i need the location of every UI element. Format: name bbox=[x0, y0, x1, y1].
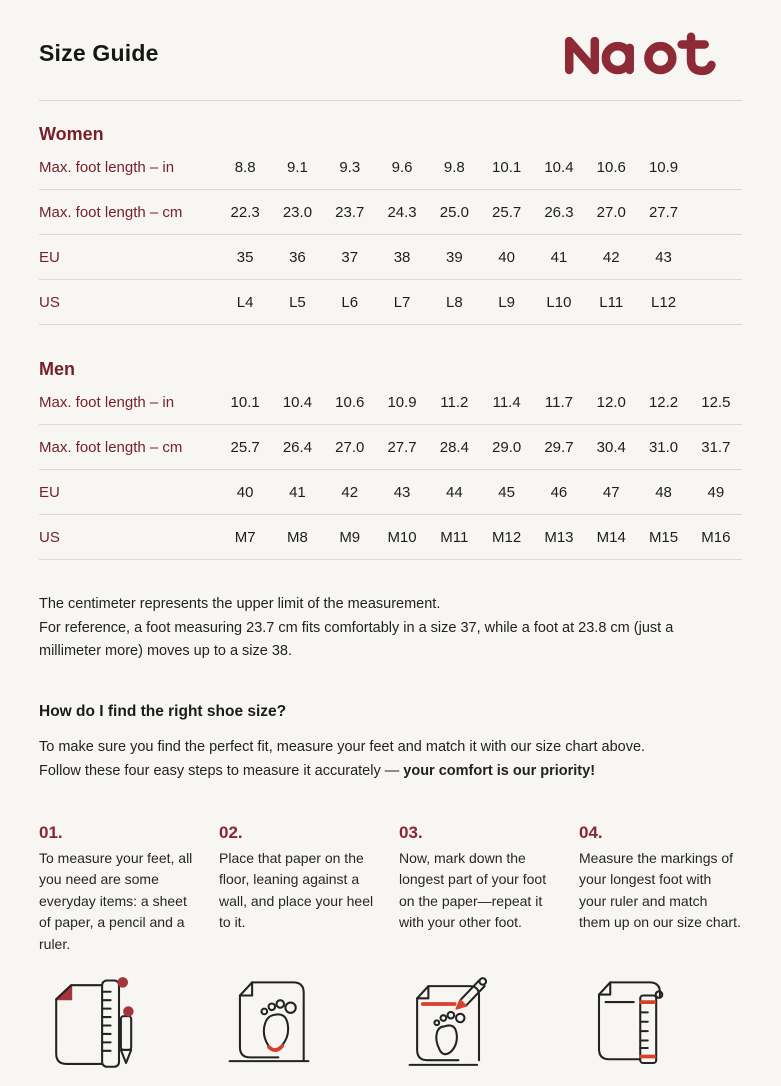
size-value: 27.7 bbox=[387, 438, 417, 456]
women-table-row bbox=[39, 190, 742, 235]
size-value: 41 bbox=[550, 248, 568, 266]
step-text: Measure the markings of your longest foot with your ruler and match them up on our size chart. bbox=[579, 849, 741, 930]
size-value: 37 bbox=[341, 248, 359, 266]
note-line-2: For reference, a foot measuring 23.7 cm fits comfortably in a size 37, while a foot at 23.8 cm (just a millimeter more) moves up to a size 38. bbox=[39, 619, 674, 659]
size-value: 23.0 bbox=[282, 203, 313, 221]
size-value: 22.3 bbox=[230, 203, 260, 221]
size-value: L8 bbox=[445, 293, 463, 311]
size-value: 8.8 bbox=[234, 158, 256, 176]
size-value: L6 bbox=[341, 293, 359, 311]
size-value: 12.0 bbox=[596, 393, 626, 411]
paper-footprint-pencil-mark-icon bbox=[399, 973, 499, 1078]
size-value: M13 bbox=[544, 528, 574, 546]
size-value: 10.4 bbox=[282, 393, 313, 411]
how-to-intro bbox=[39, 735, 661, 784]
size-value: 31.0 bbox=[648, 438, 679, 456]
size-value: 29.7 bbox=[544, 438, 574, 456]
paper-ruler-measure-icon bbox=[579, 973, 679, 1078]
size-value: 46 bbox=[550, 483, 568, 501]
step-number: 02. bbox=[219, 822, 243, 842]
women-table-row bbox=[39, 145, 742, 190]
size-value: M15 bbox=[648, 528, 679, 546]
size-value: 44 bbox=[445, 483, 463, 501]
men-table-row bbox=[39, 515, 742, 560]
size-value: M12 bbox=[492, 528, 522, 546]
size-value: L10 bbox=[546, 293, 572, 311]
women-table-row bbox=[39, 235, 742, 280]
size-value: 27.7 bbox=[648, 203, 679, 221]
size-value: M16 bbox=[701, 528, 731, 546]
step-icons-row bbox=[39, 973, 742, 1078]
size-value: 11.7 bbox=[544, 393, 573, 411]
row-label: Max. foot length – cm bbox=[39, 203, 183, 221]
size-value: 12.5 bbox=[701, 393, 731, 411]
step-text: Place that paper on the floor, leaning against a wall, and place your heel to it. bbox=[219, 849, 374, 930]
page-title: Size Guide bbox=[39, 39, 159, 66]
size-value: M11 bbox=[440, 528, 469, 546]
size-value: L11 bbox=[599, 293, 624, 311]
note-line-1: The centimeter represents the upper limit of the measurement. bbox=[39, 596, 441, 612]
size-value: 29.0 bbox=[492, 438, 522, 456]
size-value: M14 bbox=[596, 528, 626, 546]
intro-text: To make sure you find the perfect fit, measure your feet and match it with our size chart above. Follow these four easy steps to measure it accurately — bbox=[39, 738, 646, 779]
size-value: M9 bbox=[339, 528, 361, 546]
step-number: 01. bbox=[39, 822, 63, 842]
size-value: 9.3 bbox=[339, 158, 361, 176]
size-value: 10.1 bbox=[230, 393, 260, 411]
size-value: 42 bbox=[602, 248, 620, 266]
size-value: 43 bbox=[393, 483, 411, 501]
men-table-row bbox=[39, 380, 742, 425]
size-value: 25.0 bbox=[439, 203, 469, 221]
size-value: 10.9 bbox=[387, 393, 417, 411]
size-value: 9.6 bbox=[391, 158, 413, 176]
step-2 bbox=[219, 823, 382, 956]
size-value: 10.1 bbox=[492, 158, 522, 176]
size-value: 41 bbox=[289, 483, 306, 501]
header-divider bbox=[39, 100, 742, 101]
size-value: 39 bbox=[445, 248, 463, 266]
size-value: 47 bbox=[602, 483, 620, 501]
size-value: 26.4 bbox=[282, 438, 313, 456]
men-heading: Men bbox=[39, 359, 75, 379]
women-section bbox=[39, 123, 742, 325]
size-value: 40 bbox=[498, 248, 515, 266]
size-value: 11.4 bbox=[492, 393, 521, 411]
size-value: 25.7 bbox=[230, 438, 260, 456]
size-value: 35 bbox=[236, 248, 254, 266]
size-value: M10 bbox=[387, 528, 417, 546]
row-label: EU bbox=[39, 248, 60, 266]
size-value: 10.6 bbox=[596, 158, 626, 176]
header bbox=[39, 30, 742, 76]
row-label: Max. foot length – in bbox=[39, 158, 175, 176]
size-value: 9.8 bbox=[443, 158, 465, 176]
size-value: 10.6 bbox=[335, 393, 365, 411]
size-value: 10.9 bbox=[648, 158, 679, 176]
steps-row bbox=[39, 823, 742, 956]
row-label: US bbox=[39, 293, 60, 311]
size-value: 45 bbox=[498, 483, 515, 501]
size-value: L12 bbox=[651, 293, 677, 311]
step-4 bbox=[579, 823, 742, 956]
women-heading: Women bbox=[39, 124, 104, 144]
row-label: US bbox=[39, 528, 60, 546]
size-value: 25.7 bbox=[492, 203, 522, 221]
size-value: L4 bbox=[236, 293, 254, 311]
size-value: 23.7 bbox=[335, 203, 365, 221]
size-value: 27.0 bbox=[335, 438, 365, 456]
men-table-row bbox=[39, 470, 742, 515]
size-value: 12.2 bbox=[648, 393, 679, 411]
size-value: 48 bbox=[655, 483, 672, 501]
size-value: 38 bbox=[393, 248, 411, 266]
size-value: 36 bbox=[289, 248, 306, 266]
row-label: EU bbox=[39, 483, 60, 501]
naot-logo-icon bbox=[560, 30, 742, 76]
intro-bold-text: your comfort is our priority! bbox=[403, 763, 596, 779]
size-value: M8 bbox=[287, 528, 308, 546]
size-value: 26.3 bbox=[544, 203, 574, 221]
row-label: Max. foot length – cm bbox=[39, 438, 183, 456]
size-value: L9 bbox=[498, 293, 515, 311]
paper-heel-footprint-icon bbox=[219, 973, 319, 1078]
row-label: Max. foot length – in bbox=[39, 393, 175, 411]
paper-ruler-pencil-icon bbox=[39, 973, 139, 1078]
size-value: 10.4 bbox=[544, 158, 574, 176]
step-text: To measure your feet, all you need are some everyday items: a sheet of paper, a pencil and a ruler. bbox=[39, 849, 193, 952]
size-value: 28.4 bbox=[439, 438, 469, 456]
men-size-table bbox=[39, 380, 742, 560]
size-value: 30.4 bbox=[596, 438, 626, 456]
size-value: 9.1 bbox=[287, 158, 308, 176]
naot-logo bbox=[560, 30, 742, 76]
women-table-row bbox=[39, 280, 742, 325]
size-value: 27.0 bbox=[596, 203, 626, 221]
men-section bbox=[39, 358, 742, 560]
size-value: 11.2 bbox=[440, 393, 469, 411]
size-value: 24.3 bbox=[387, 203, 417, 221]
men-table-row bbox=[39, 425, 742, 470]
size-value: 42 bbox=[341, 483, 359, 501]
size-value: 43 bbox=[655, 248, 672, 266]
size-value: 49 bbox=[707, 483, 725, 501]
step-3 bbox=[399, 823, 562, 956]
size-value: 40 bbox=[236, 483, 254, 501]
women-size-table bbox=[39, 145, 742, 325]
size-value: M7 bbox=[234, 528, 256, 546]
how-to-heading: How do I find the right shoe size? bbox=[39, 702, 287, 720]
step-number: 04. bbox=[579, 822, 603, 842]
size-value: L5 bbox=[289, 293, 306, 311]
size-value: 31.7 bbox=[701, 438, 731, 456]
size-value: L7 bbox=[393, 293, 411, 311]
step-1 bbox=[39, 823, 202, 956]
step-number: 03. bbox=[399, 822, 423, 842]
measurement-note bbox=[39, 593, 679, 664]
step-text: Now, mark down the longest part of your foot on the paper—repeat it with your other foot. bbox=[399, 849, 547, 930]
